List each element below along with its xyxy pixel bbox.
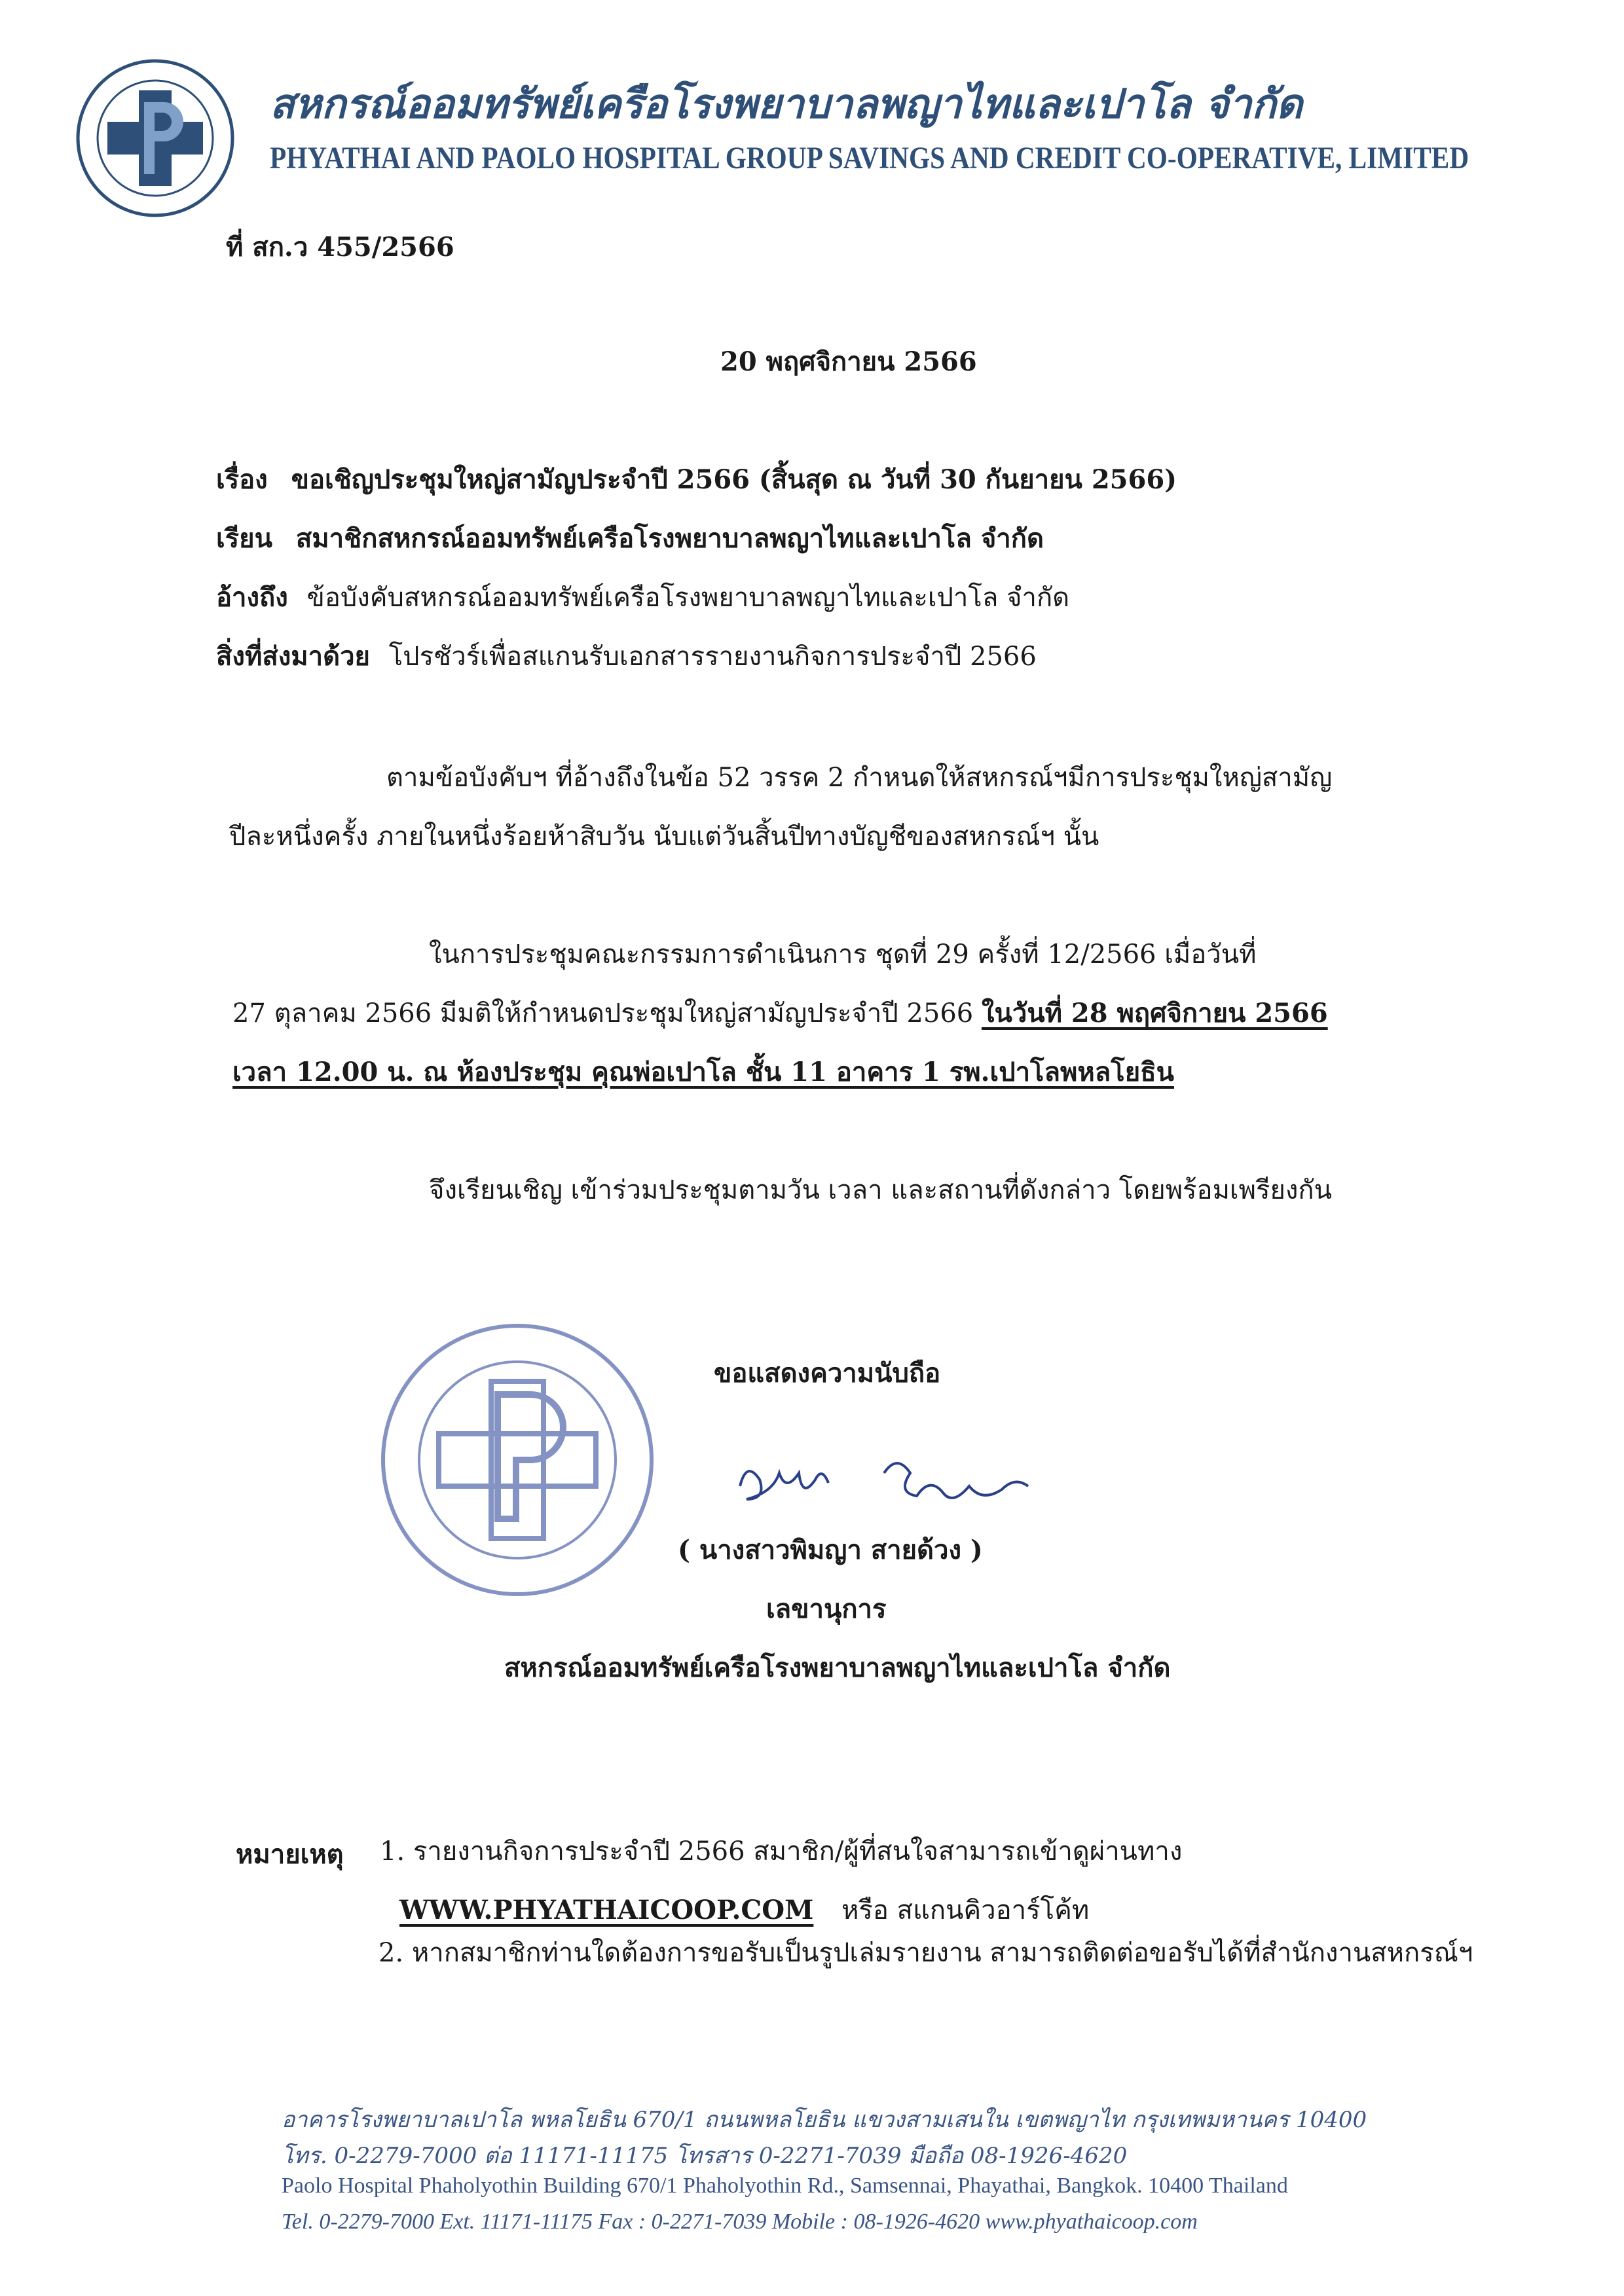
meeting-time-location: เวลา 12.00 น. ณ ห้องประชุม คุณพ่อเปาโล ชั้น 11 อาคาร 1 รพ.เปาโลพหลโยธิน	[232, 1057, 1174, 1087]
reference-line	[216, 576, 1069, 618]
meeting-date: ในวันที่ 28 พฤศจิกายน 2566	[981, 998, 1328, 1029]
note-1: 1. รายงานกิจการประจำปี 2566 สมาชิก/ผู้ที่สนใจสามารถเข้าดูผ่านทาง	[380, 1836, 1183, 1867]
website-link[interactable]: WWW.PHYATHAICOOP.COM	[399, 1895, 814, 1925]
meeting-resolution-text: 27 ตุลาคม 2566 มีมติให้กำหนดประชุมใหญ่สามัญประจำปี 2566	[232, 998, 982, 1029]
subject-label: เรื่อง	[216, 464, 268, 495]
reference-number: ที่ สก.ว 455/2566	[226, 232, 454, 263]
signer-organization: สหกรณ์ออมทรัพย์เครือโรงพยาบาลพญาไทและเปาโล จำกัด	[504, 1652, 1171, 1683]
note-1-link-line	[399, 1889, 1089, 1931]
enclosure-label: สิ่งที่ส่งมาด้วย	[216, 641, 370, 672]
reference-text: ข้อบังคับสหกรณ์ออมทรัพย์เครือโรงพยาบาลพญาไทและเปาโล จำกัด	[306, 583, 1070, 613]
paragraph-3: จึงเรียนเชิญ เข้าร่วมประชุมตามวัน เวลา และสถานที่ดังกล่าว โดยพร้อมเพรียงกัน	[429, 1175, 1332, 1205]
org-name-thai: สหกรณ์ออมทรัพย์เครือโรงพยาบาลพญาไทและเปาโล จำกัด	[270, 80, 1303, 128]
footer-phone-english: Tel. 0-2279-7000 Ext. 11171-11175 Fax : 0-2271-7039 Mobile : 08-1926-4620 www.phyathaicoop.com	[282, 2210, 1198, 2234]
enclosure-line	[216, 635, 1037, 677]
paragraph-2-line-1: ในการประชุมคณะกรรมการดำเนินการ ชุดที่ 29 ครั้งที่ 12/2566 เมื่อวันที่	[429, 939, 1257, 970]
to-label: เรียน	[216, 523, 272, 554]
closing-regards: ขอแสดงความนับถือ	[714, 1358, 941, 1389]
footer-phone-thai: โทร. 0-2279-7000 ต่อ 11171-11175 โทรสาร 0-2271-7039 มือถือ 08-1926-4620	[282, 2143, 1128, 2169]
footer-address-english: Paolo Hospital Phaholyothin Building 670/1 Phaholyothin Rd., Samsennai, Phayathai, Bangkok. 10400 Thailand	[282, 2174, 1288, 2198]
subject-text: ขอเชิญประชุมใหญ่สามัญประจำปี 2566 (สิ้นสุด ณ วันที่ 30 กันยายน 2566)	[291, 464, 1177, 495]
enclosure-text: โปรชัวร์เพื่อสแกนรับเอกสารรายงานกิจการประจำปี 2566	[388, 642, 1037, 672]
notes-label: หมายเหตุ	[236, 1839, 344, 1870]
footer-address-thai: อาคารโรงพยาบาลเปาโล พหลโยธิน 670/1 ถนนพหลโยธิน แขวงสามเสนใน เขตพญาไท กรุงเทพมหานคร 10400	[282, 2107, 1367, 2133]
org-name-english: PHYATHAI AND PAOLO HOSPITAL GROUP SAVINGS AND CREDIT CO-OPERATIVE, LIMITED	[270, 141, 1469, 175]
to-text: สมาชิกสหกรณ์ออมทรัพย์เครือโรงพยาบาลพญาไทและเปาโล จำกัด	[295, 523, 1044, 554]
signer-title: เลขานุการ	[766, 1594, 887, 1624]
signature	[720, 1440, 1061, 1519]
to-line	[216, 517, 1044, 559]
reference-label: อ้างถึง	[216, 582, 288, 613]
paragraph-2-line-2	[232, 992, 1328, 1034]
note-1-tail: หรือ สแกนคิวอาร์โค้ท	[841, 1895, 1090, 1925]
paragraph-1-line-2: ปีละหนึ่งครั้ง ภายในหนึ่งร้อยห้าสิบวัน นับแต่วันสิ้นปีทางบัญชีของสหกรณ์ฯ นั้น	[229, 822, 1099, 852]
subject-line	[216, 458, 1177, 500]
cooperative-logo	[73, 56, 237, 220]
cooperative-stamp	[373, 1316, 661, 1604]
paragraph-1-line-1: ตามข้อบังคับฯ ที่อ้างถึงในข้อ 52 วรรค 2 กำหนดให้สหกรณ์ฯมีการประชุมใหญ่สามัญ	[386, 763, 1333, 793]
letter-date: 20 พฤศจิกายน 2566	[720, 346, 977, 377]
signer-name: ( นางสาวพิมญา สายด้วง )	[678, 1535, 983, 1565]
note-2: 2. หากสมาชิกท่านใดต้องการขอรับเป็นรูปเล่มรายงาน สามารถติดต่อขอรับได้ที่สำนักงานสหกรณ์ฯ	[378, 1938, 1473, 1968]
